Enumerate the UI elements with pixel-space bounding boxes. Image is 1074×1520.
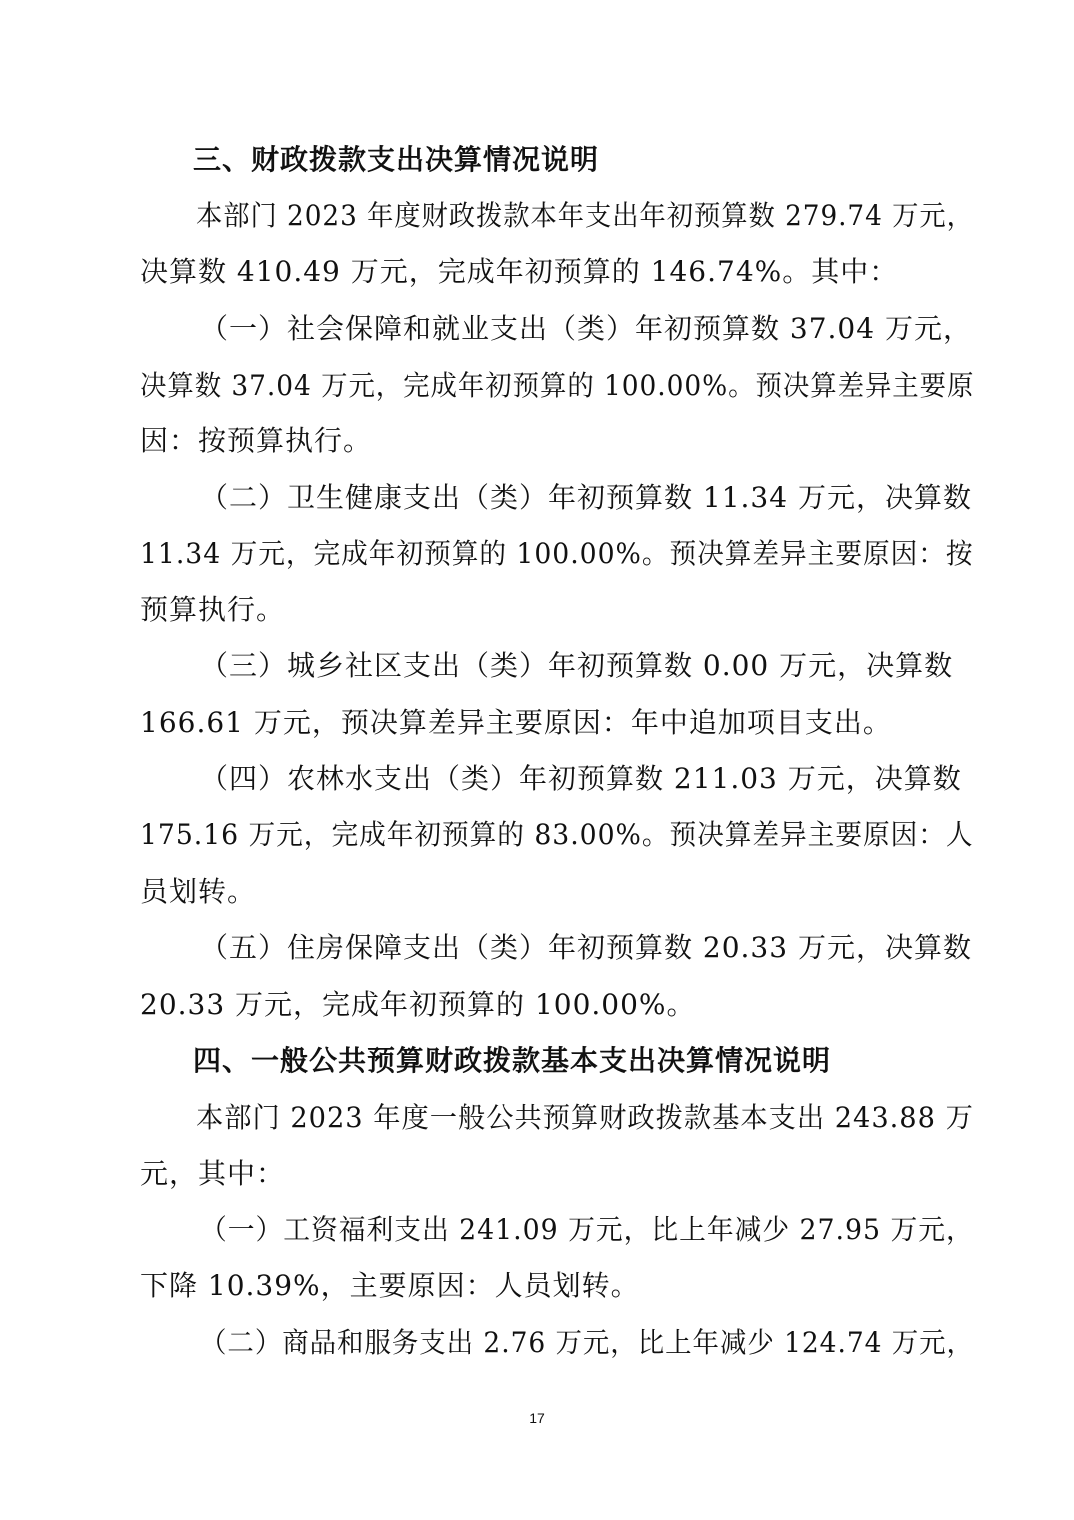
item-agriculture-line: 175.16 万元，完成年初预算的 83.00%。预决算差异主要原因：人 [140,818,974,851]
item-agriculture-line: 员划转。 [140,875,257,908]
section-4-intro-line: 元，其中： [140,1157,286,1190]
item-health-line: （二）卫生健康支出（类）年初预算数 11.34 万元，决算数 [200,481,972,514]
item-health-line: 预算执行。 [140,593,286,626]
section-3-intro-line: 决算数 410.49 万元，完成年初预算的 146.74%。其中： [140,255,899,288]
item-urban-rural-line: 166.61 万元，预决算差异主要原因：年中追加项目支出。 [140,706,892,739]
item-social-security-line: 因：按预算执行。 [140,424,373,457]
item-social-security-line: （一）社会保障和就业支出（类）年初预算数 37.04 万元， [200,312,972,345]
section-3-heading: 三、财政拨款支出决算情况说明 [193,143,600,176]
item-urban-rural-line: （三）城乡社区支出（类）年初预算数 0.00 万元，决算数 [200,649,954,682]
item-health-line: 11.34 万元，完成年初预算的 100.00%。预决算差异主要原因：按 [140,537,974,570]
item-housing-line: （五）住房保障支出（类）年初预算数 20.33 万元，决算数 [200,931,972,964]
item-housing-line: 20.33 万元，完成年初预算的 100.00%。 [140,988,696,1021]
section-3-intro-line: 本部门 2023 年度财政拨款本年支出年初预算数 279.74 万元， [196,199,974,232]
page-number: 17 [529,1410,545,1426]
section-4-intro-line: 本部门 2023 年度一般公共预算财政拨款基本支出 243.88 万 [196,1101,974,1134]
item-social-security-line: 决算数 37.04 万元，完成年初预算的 100.00%。预决算差异主要原 [140,369,975,402]
item-goods-services-line: （二）商品和服务支出 2.76 万元，比上年减少 124.74 万元， [200,1326,974,1359]
section-4-heading: 四、一般公共预算财政拨款基本支出决算情况说明 [193,1044,832,1077]
item-agriculture-line: （四）农林水支出（类）年初预算数 211.03 万元，决算数 [200,762,962,795]
item-wages-line: 下降 10.39%，主要原因：人员划转。 [140,1269,640,1302]
item-wages-line: （一）工资福利支出 241.09 万元，比上年减少 27.95 万元， [200,1213,974,1246]
